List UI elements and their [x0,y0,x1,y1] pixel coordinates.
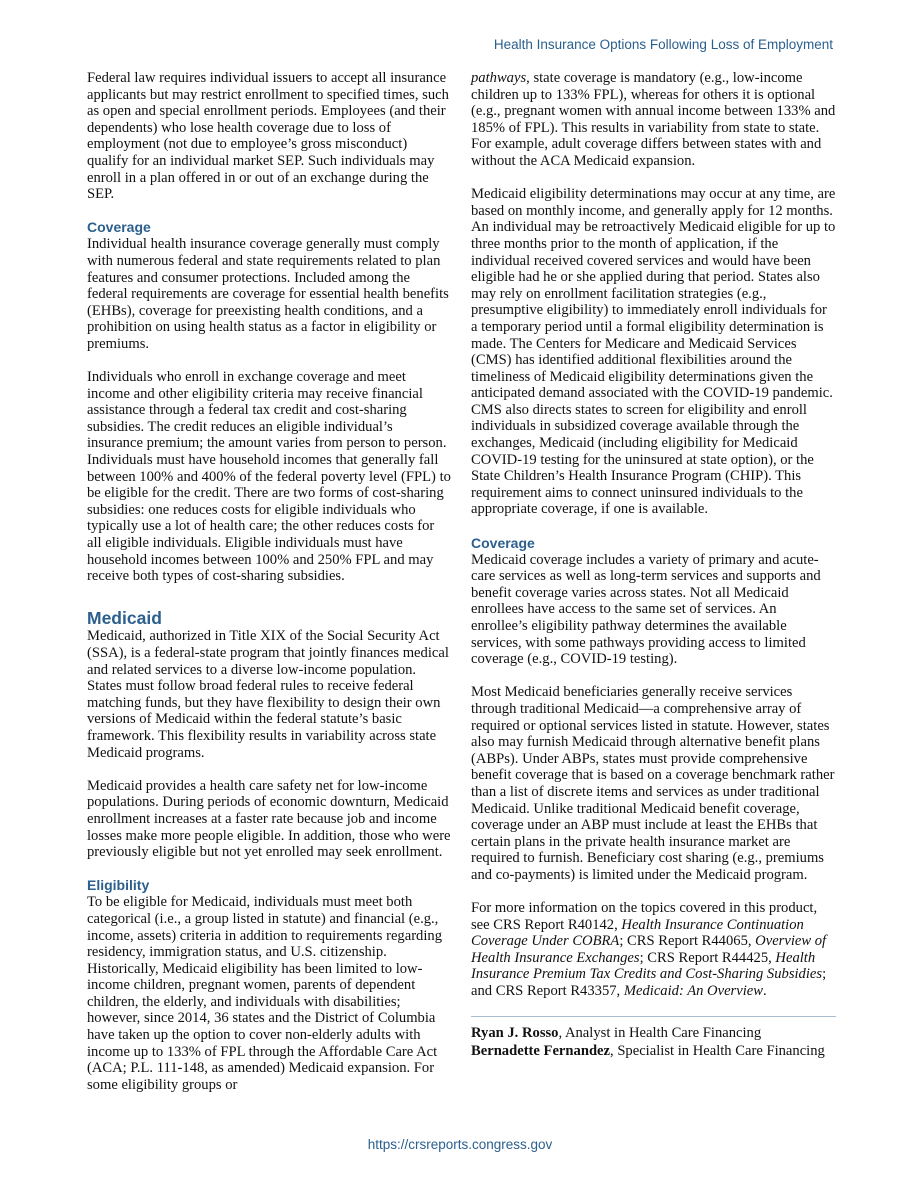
paragraph: Medicaid coverage includes a variety of primary and acute-care services as well as long-term services and supports and benefit coverage varies across states. Not all Medicaid enrollees have access to the same set of services. An enrollee’s eligibility pathway determines the available services, with some pathways providing access to limited coverage (e.g., COVID-19 testing). [471,551,821,668]
right-column [471,70,836,1059]
report-title-exchanges: Overview of Health Insurance Exchanges [471,933,827,966]
paragraph: Federal law requires individual issuers to accept all insurance applicants but may restrict enrollment to specified times, such as open and special enrollment periods. Employees (and their dependents) who lose health coverage due to loss of employment (not due to employee’s gross misconduct) qualify for an individual market SEP. Such individuals may enroll in a plan offered in or out of an exchange during the SEP. [87,70,449,203]
paragraph [471,70,836,170]
more-info-text: ; CRS Report R44065, [619,933,756,950]
author-title: , Analyst in Health Care Financing [558,1025,762,1042]
author-name: Ryan J. Rosso [471,1025,559,1042]
italic-term: pathways [471,70,527,86]
divider [471,1016,836,1017]
paragraph: Medicaid provides a health care safety net for low-income populations. During periods of economic downturn, Medicaid enrollment increases at a faster rate because job and income losses make more people eligible. In addition, those who were previously eligible but not yet enrolled may seek enrollment. [87,777,451,861]
more-info-text: ; CRS Report R44425, [639,949,776,966]
author-list [471,1025,836,1059]
subheading-coverage: Coverage [471,534,535,551]
paragraph: Most Medicaid beneficiaries generally receive services through traditional Medicaid—a comprehensive array of required or optional services listed in statute. However, states also may furnish Medicaid through alternative benefit plans (ABPs). Under ABPs, states must provide comprehensive benefit coverage that is based on a coverage benchmark rather than a list of discrete items and services as under traditional Medicaid. Unlike traditional Medicaid benefit coverage, coverage under an ABP must include at least the EHBs that certain plans in the private health insurance market are required to furnish. Beneficiary cost sharing (e.g., premiums and co-payments) is limited under the Medicaid program. [471,684,835,883]
more-info-text: ; and CRS Report R43357, [471,966,827,1000]
footer-url: https://crsreports.congress.gov [367,1137,553,1152]
paragraph: Individual health insurance coverage generally must comply with numerous federal and state requirements related to plan features and consumer protections. Included among the federal requirements are coverage for essential health benefits (EHBs), coverage for preexisting health conditions, and a prohibition on using health status as a factor in eligibility or premiums. [87,236,449,352]
author-entry [471,1043,836,1060]
more-info-text: For more information on the topics covered in this product, see CRS Report R40142, [471,900,818,933]
paragraph: Medicaid, authorized in Title XIX of the Social Security Act (SSA), is a federal-state program that jointly finances medical and related services to a diverse low-income population. States must follow broad federal rules to receive federal matching funds, but they have flexibility to design their own versions of Medicaid within the federal statute’s basic framework. This flexibility results in variability across state Medicaid programs. [87,628,449,761]
section-heading-medicaid: Medicaid [87,608,162,629]
report-title-medicaid: Medicaid: An Overview [623,983,763,1000]
paragraph-text: , state coverage is mandatory (e.g., low-income children up to 133% FPL), whereas for others it is optional (e.g., pregnant women with annual income between 133% and 185% of FPL). This results in variability from state to state. For example, adult coverage differs between states with and without the ACA Medicaid expansion. [471,70,836,169]
paragraph: Medicaid eligibility determinations may occur at any time, are based on monthly income, and generally apply for 12 months. An individual may be retroactively Medicaid eligible for up to three months prior to the month of application, if the individual received covered services and would have been eligible had he or she applied during that period. States also may rely on enrollment facilitation strategies (e.g., presumptive eligibility) to immediately enroll individuals for a temporary period until a formal eligibility determination is made. The Centers for Medicare and Medicaid Services (CMS) has identified additional flexibilities around the timeliness of Medicaid eligibility determinations given the anticipated demand associated with the COVID-19 pandemic. CMS also directs states to screen for eligibility and enroll individuals in subsidized coverage available through the exchanges, Medicaid (including eligibility for Medicaid COVID-19 testing for the uninsured at state option), or the State Children’s Health Insurance Program (CHIP). This requirement aims to connect uninsured individuals to the appropriate coverage, if one is available. [471,186,836,518]
report-title-tax-credits: Health Insurance Premium Tax Credits and Cost-Sharing Subsidies [471,949,823,983]
paragraph: Individuals who enroll in exchange coverage and meet income and other eligibility criteria may receive financial assistance through a federal tax credit and cost-sharing subsidies. The credit reduces an eligible individual’s insurance premium; the amount varies from person to person. Individuals must have household incomes that generally fall between 100% and 400% of the federal poverty level (FPL) to be eligible for the credit. There are two forms of cost-sharing subsidies: one reduces costs for eligible individuals who typically use a lot of health care; the other reduces costs for all eligible individuals. Eligible individuals must have household incomes between 100% and 250% FPL and may receive both types of cost-sharing subsidies. [87,369,451,585]
paragraph: To be eligible for Medicaid, individuals must meet both categorical (i.e., a group listed in statute) and financial (e.g., income, assets) criteria in addition to requirements regarding residency, immigration status, and U.S. citizenship. Historically, Medicaid eligibility has been limited to low-income children, pregnant women, parents of dependent children, the elderly, and individuals with disabilities; however, since 2014, 36 states and the District of Columbia have taken up the option to cover non-elderly adults with income up to 133% of FPL through the Affordable Care Act (ACA; P.L. 111-148, as amended) Medicaid expansion. For some eligibility groups or [87,894,442,1093]
more-info-text: . [762,983,767,1000]
running-header: Health Insurance Options Following Loss of Employment [493,37,833,52]
subheading-coverage: Coverage [87,219,151,236]
report-title-cobra: Health Insurance Continuation Coverage Under COBRA [471,916,804,950]
author-entry [471,1025,836,1042]
left-column [87,70,451,1093]
subheading-eligibility: Eligibility [87,877,150,894]
author-name: Bernadette Fernandez [471,1042,611,1059]
author-title: , Specialist in Health Care Financing [610,1042,825,1059]
more-info-paragraph [471,900,836,1000]
